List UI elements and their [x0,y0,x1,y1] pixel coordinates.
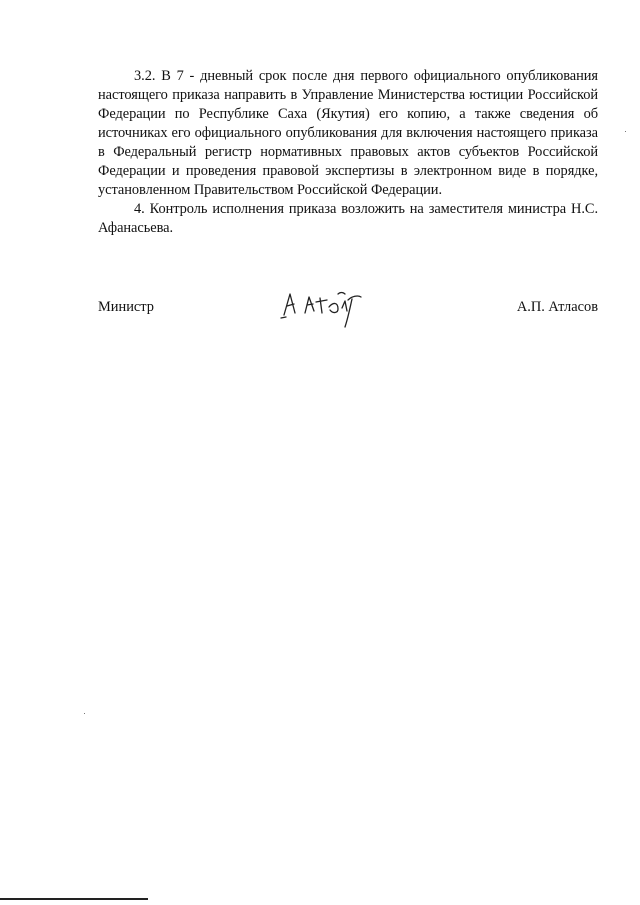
footer-rule [0,898,148,900]
paragraph-3-2: 3.2. В 7 - дневный срок после дня первого официального опубликования настоящего приказа направить в Управление Министерства юстиции Российской Федерации по Республике Саха (Якутия) его копию, а также сведения об источниках его официального опубликования для включения настоящего приказа в Федеральный регистр нормативных правовых актов субъектов Российской Федерации и проведения правовой экспертизы в электронном виде в порядке, установленном Правительством Российской Федерации. [98,68,598,198]
handwritten-signature [278,282,370,330]
document-body [98,67,598,238]
signature-block [98,296,598,336]
signer-position: Министр [98,299,154,315]
scan-speck [84,713,85,714]
scan-speck [625,131,626,132]
signer-name: А.П. Атласов [516,299,598,315]
paragraph-4: 4. Контроль исполнения приказа возложить на заместителя министра Н.С. Афанасьева. [98,201,598,236]
